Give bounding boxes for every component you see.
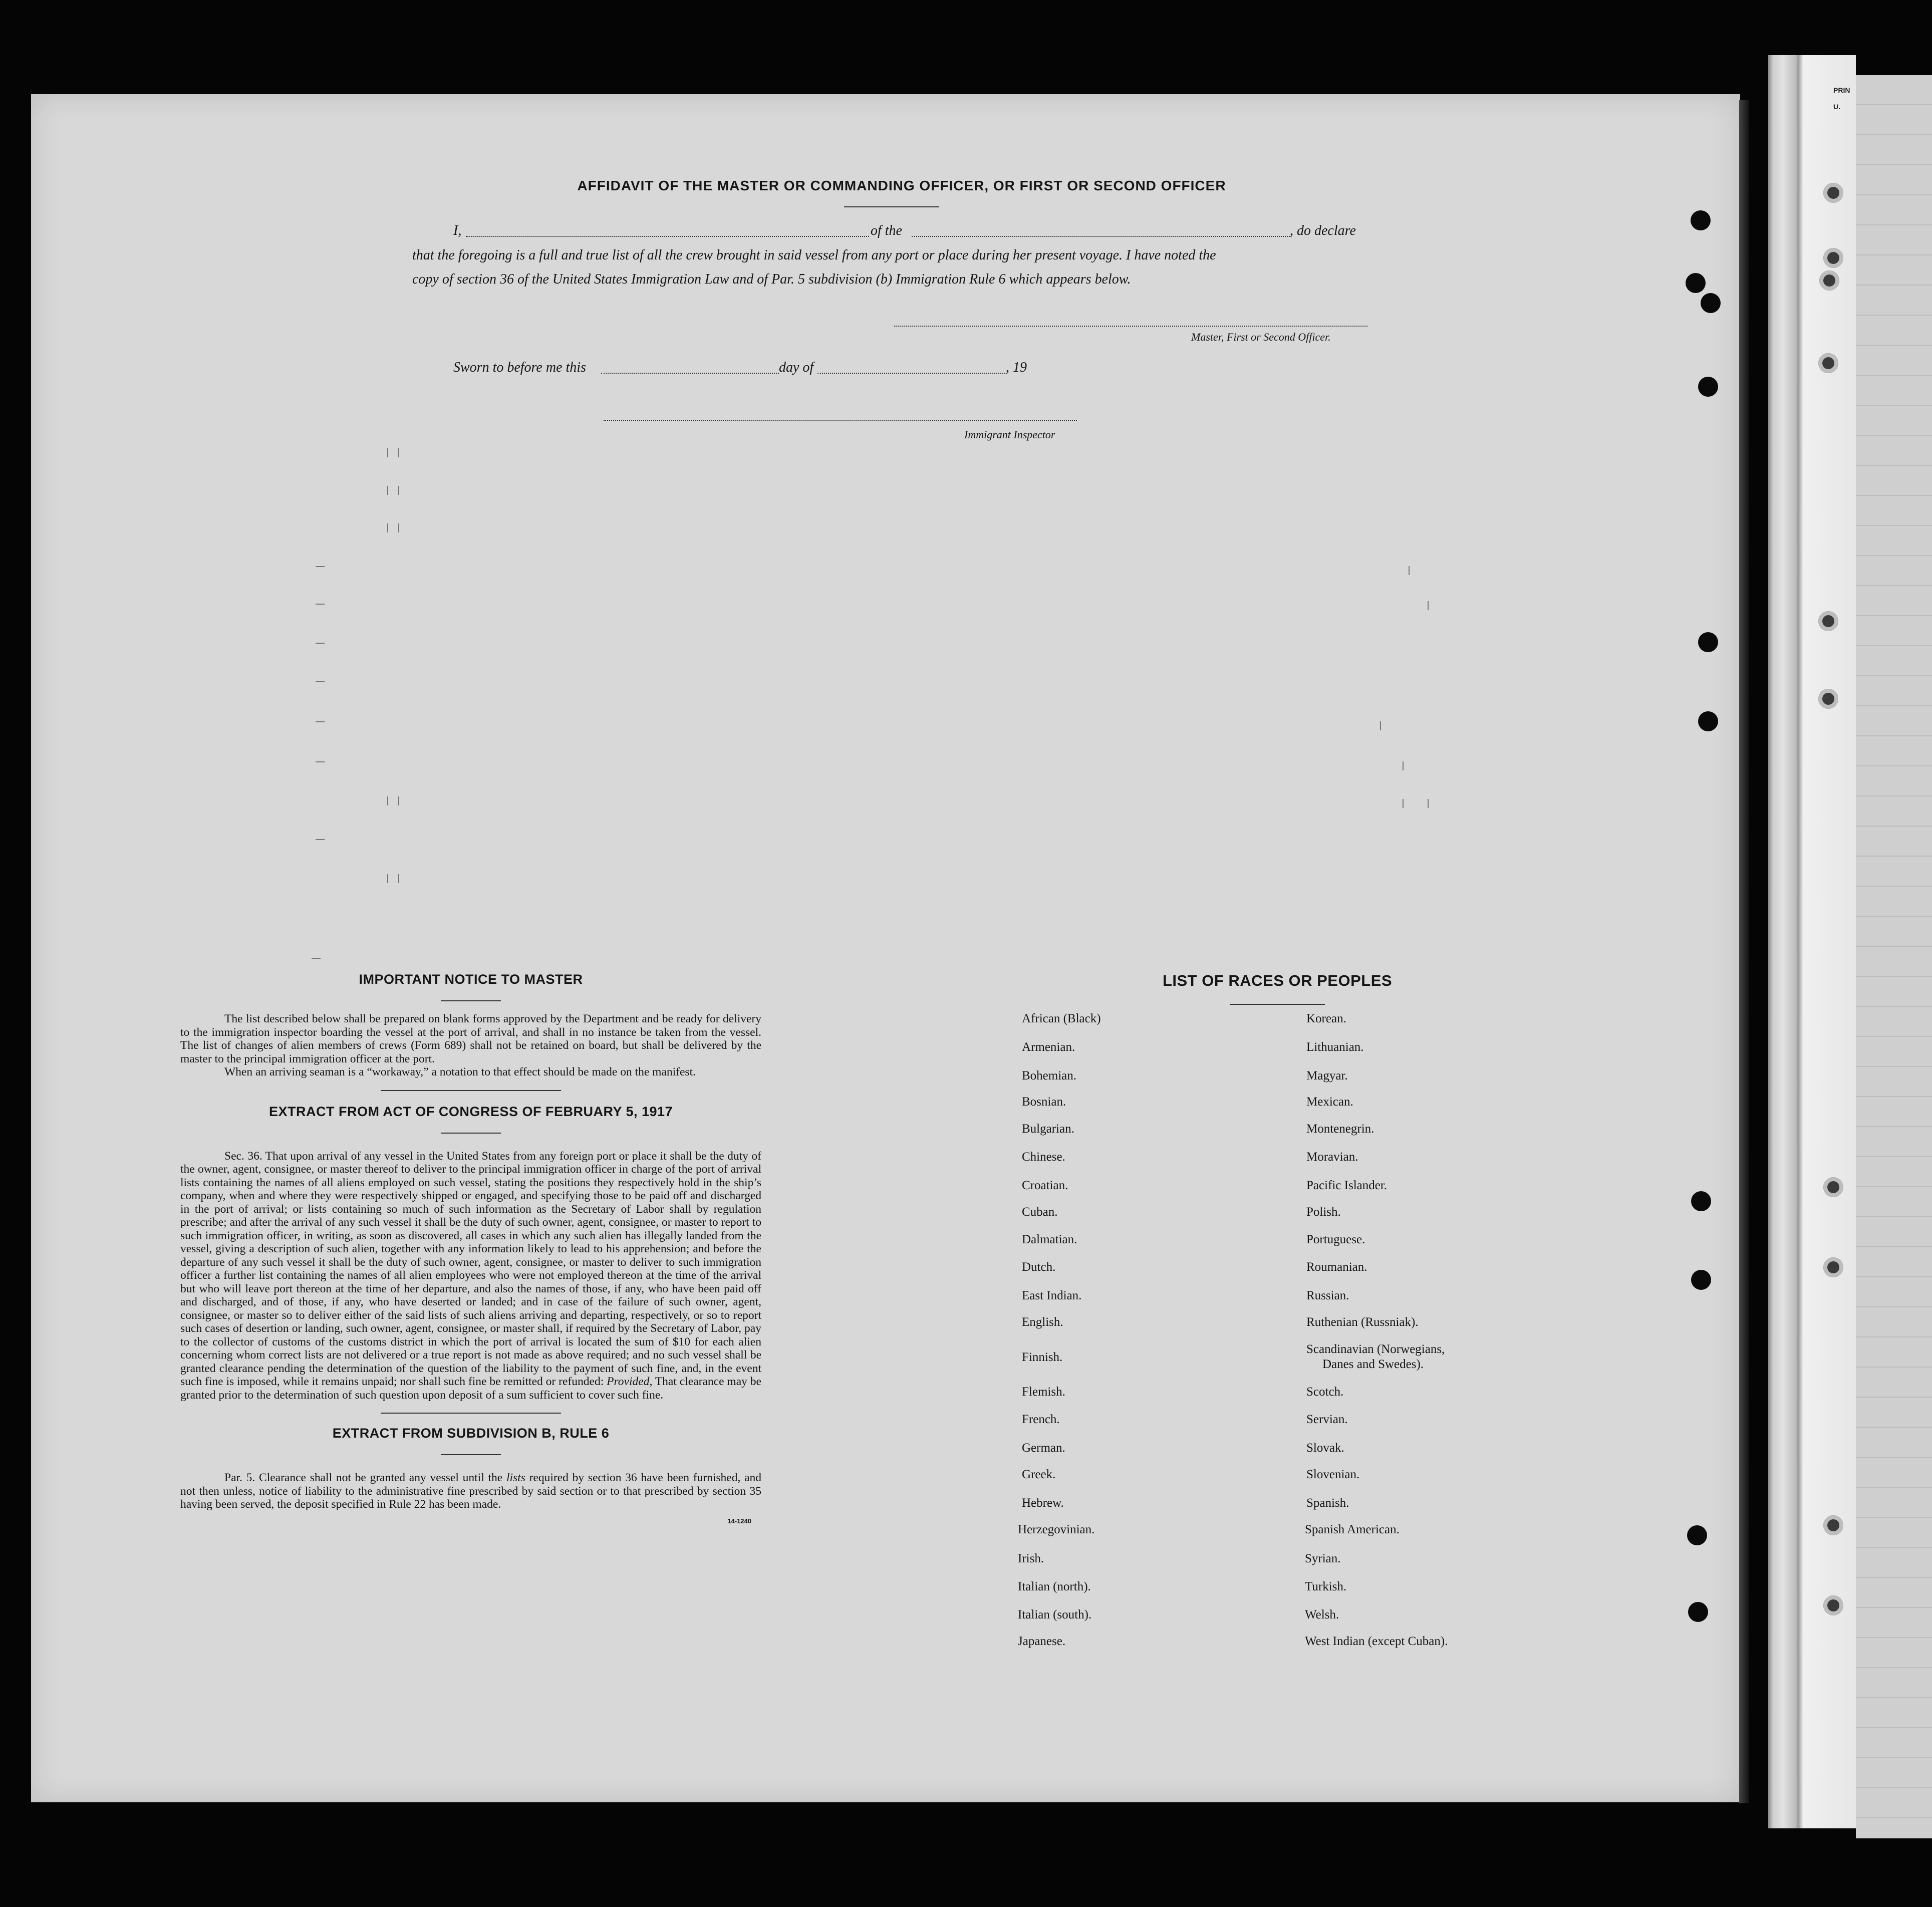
inspector-signature-field[interactable]: [604, 420, 1077, 421]
race-item: Turkish.: [1305, 1580, 1347, 1593]
affidavit-title: AFFIDAVIT OF THE MASTER OR COMMANDING OFFICER, OR FIRST OR SECOND OFFICER: [577, 178, 1226, 193]
punch-hole-icon: [1686, 273, 1706, 293]
registration-mark: [316, 761, 325, 762]
race-item: Italian (south).: [1018, 1608, 1092, 1621]
race-item: English.: [1022, 1315, 1063, 1329]
master-signature-field[interactable]: [894, 326, 1367, 327]
section-divider: [441, 1454, 501, 1455]
punch-hole-icon: [1823, 183, 1843, 203]
ledger-page-stack: [1768, 55, 1856, 1828]
race-item: Roumanian.: [1306, 1260, 1367, 1274]
race-item: Bulgarian.: [1022, 1122, 1074, 1136]
rule6-body: [180, 1471, 761, 1511]
page-edge-shadow: [1739, 100, 1749, 1803]
section-divider: [381, 1090, 561, 1091]
punch-hole-icon: [1691, 1270, 1711, 1290]
registration-mark: [398, 448, 399, 457]
registration-mark: [398, 874, 399, 883]
race-item: Finnish.: [1022, 1350, 1063, 1364]
signature-label: Master, First or Second Officer.: [1191, 331, 1331, 343]
notice-paragraph-1: The list described below shall be prepared on blank forms approved by the Department and be ready for delivery to the immigration inspector boarding the vessel at the port of arrival, and shall in no instance be taken from the vessel. The list of changes of alien members of crews (Form 689) shall not be retained on board, but shall be delivered by the master to the principal immigration officer at the port.: [180, 1012, 761, 1065]
registration-mark: [1428, 601, 1429, 610]
race-item: Flemish.: [1022, 1385, 1065, 1399]
punch-hole-icon: [1823, 1257, 1843, 1277]
registration-mark: [387, 448, 388, 457]
race-item: Servian.: [1306, 1413, 1348, 1426]
act-body-text: Sec. 36. That upon arrival of any vessel in the United States from any foreign port or place it shall be the duty of the owner, agent, consignee, or master thereof to deliver to the principal immigration officer in charge of the port of arrival lists containing the names of all aliens employed on such vessel, stating the positions they respectively hold in the ship’s company, when and where they were respectively shipped or engaged, and specifying those to be paid off and discharged in the port of arrival; or lists containing so much of such information as the Secretary of Labor shall by regulation prescribe; and after the arrival of any such vessel it shall be the duty of such owner, agent, consignee, or master to report to such immigration officer, in writing, as soon as discovered, all cases in which any such alien has illegally landed from the vessel, giving a description of such alien, together with any information likely to lead to his apprehension; and before the departure of any such vessel it shall be the duty of such owner, agent, consignee, or master to deliver to such immigration officer a further list containing the names of all alien employees who were not employed thereon at the time of the arrival but who will leave port thereon at the time of her departure, and also the names of those, if any, who have been paid off and discharged, and of those, if any, who have deserted or landed; and in case of the failure of such owner, agent, consignee, or master so to deliver either of the said lists of such aliens arriving and departing, respectively, or so to report such cases of desertion or landing, such owner, agent, consignee, or master shall, if required by the Secretary of Labor, pay to the collector of customs of the customs district in which the port of arrival is located the sum of $10 for each alien concerning whom correct lists are not delivered or a true report is not made as above required; and no such vessel shall be granted clearance pending the determination of the question of the liability to the payment of such fine, and, in the event such fine is imposed, while it remains unpaid; nor shall such fine be remitted or refunded:: [180, 1149, 761, 1388]
punch-hole-icon: [1823, 248, 1843, 268]
registration-mark: [1403, 761, 1404, 770]
race-item: Greek.: [1022, 1468, 1056, 1481]
sworn-mid: day of: [779, 360, 814, 375]
lists-word: lists: [506, 1471, 525, 1484]
registration-mark: [312, 958, 321, 959]
race-item: Syrian.: [1305, 1552, 1341, 1565]
race-item: Montenegrin.: [1306, 1122, 1374, 1136]
registration-mark: [1409, 566, 1410, 575]
sworn-month-field[interactable]: [817, 373, 1005, 374]
registration-mark: [1428, 799, 1429, 808]
right-column: [1002, 972, 1553, 1005]
registration-mark: [398, 523, 399, 532]
race-item: French.: [1022, 1413, 1060, 1426]
race-item: Korean.: [1306, 1012, 1346, 1025]
race-item: Ruthenian (Russniak).: [1306, 1315, 1419, 1329]
punch-hole-icon: [1818, 689, 1838, 709]
registration-mark: [316, 681, 325, 682]
race-item: Slovak.: [1306, 1441, 1344, 1455]
punch-hole-icon: [1823, 1177, 1843, 1197]
race-item: Slovenian.: [1306, 1468, 1360, 1481]
registration-mark: [387, 486, 388, 495]
race-item: Hebrew.: [1022, 1496, 1064, 1510]
ledger-label-1: PRIN: [1833, 86, 1850, 94]
provided-word: Provided,: [607, 1375, 653, 1388]
act-body-end: That clearance may be granted prior to the determination of such question upon deposit of a sum sufficient to cover such fine.: [180, 1375, 761, 1402]
race-item: Croatian.: [1022, 1179, 1068, 1192]
ledger-ruled-page: [1856, 75, 1932, 1838]
punch-hole-icon: [1698, 632, 1718, 652]
race-item: Pacific Islander.: [1306, 1179, 1388, 1192]
race-item: Italian (north).: [1018, 1580, 1091, 1593]
notice-title: IMPORTANT NOTICE TO MASTER: [359, 972, 583, 987]
master-name-field[interactable]: [466, 236, 869, 237]
punch-hole-icon: [1819, 270, 1839, 291]
registration-mark: [387, 874, 388, 883]
punch-hole-icon: [1691, 1191, 1711, 1211]
document-page: [31, 94, 1740, 1802]
race-item: West Indian (except Cuban).: [1305, 1634, 1448, 1648]
race-item: Irish.: [1018, 1552, 1044, 1565]
sworn-start: Sworn to before me this: [453, 360, 586, 375]
vessel-name-field[interactable]: [912, 236, 1290, 237]
race-item: Bosnian.: [1022, 1095, 1066, 1109]
race-item: Scotch.: [1306, 1385, 1344, 1399]
registration-mark: [1380, 721, 1381, 730]
race-item: Armenian.: [1022, 1040, 1075, 1054]
punch-hole-icon: [1698, 377, 1718, 397]
race-item: Bohemian.: [1022, 1069, 1077, 1082]
affidavit-line1-end: , do declare: [1290, 223, 1356, 238]
registration-mark: [387, 796, 388, 805]
section-divider: [441, 1000, 501, 1001]
race-item: Magyar.: [1306, 1069, 1348, 1082]
registration-mark: [1403, 799, 1404, 808]
sworn-day-field[interactable]: [601, 373, 779, 374]
punch-hole-icon: [1687, 1525, 1707, 1545]
registration-mark: [316, 839, 325, 840]
races-title: LIST OF RACES OR PEOPLES: [1162, 972, 1393, 989]
registration-mark: [398, 486, 399, 495]
race-item: Lithuanian.: [1306, 1040, 1364, 1054]
race-item: Welsh.: [1305, 1608, 1339, 1621]
form-number: 14-1240: [727, 1517, 751, 1525]
section-divider: [441, 1133, 501, 1134]
act-body: [180, 1150, 761, 1402]
affidavit-line2: that the foregoing is a full and true list of all the crew brought in said vessel from any port or place during her present voyage. I have noted the: [412, 247, 1216, 263]
race-item: East Indian.: [1022, 1289, 1082, 1302]
left-column: [180, 972, 761, 1525]
punch-hole-icon: [1818, 611, 1838, 631]
race-item: German.: [1022, 1441, 1065, 1455]
ledger-label-2: U.: [1833, 103, 1840, 111]
section-divider: [1230, 1004, 1325, 1005]
race-item: Japanese.: [1018, 1634, 1066, 1648]
race-item: Cuban.: [1022, 1205, 1058, 1219]
race-item: Moravian.: [1306, 1150, 1358, 1164]
race-item: Spanish.: [1306, 1496, 1349, 1510]
affidavit-line1-mid: of the: [871, 223, 902, 238]
race-item: Portuguese.: [1306, 1233, 1365, 1246]
punch-hole-icon: [1691, 210, 1711, 230]
registration-mark: [316, 604, 325, 605]
race-item: Polish.: [1306, 1205, 1341, 1219]
punch-hole-icon: [1701, 293, 1721, 313]
registration-mark: [316, 566, 325, 567]
inspector-label: Immigrant Inspector: [964, 428, 1055, 441]
registration-mark: [398, 796, 399, 805]
notice-paragraph-2: When an arriving seaman is a “workaway,” a notation to that effect should be made on the manifest.: [224, 1065, 696, 1078]
registration-mark: [316, 643, 325, 644]
punch-hole-icon: [1688, 1602, 1708, 1622]
race-item: Spanish American.: [1305, 1523, 1400, 1536]
race-item: Scandinavian (Norwegians,: [1306, 1342, 1445, 1356]
title-divider: [844, 206, 939, 207]
race-item: Herzegovinian.: [1018, 1523, 1095, 1536]
rule6-body-end: required by section 36 have been furnished, and not then unless, notice of liability to the administrative fine prescribed by said section or to that prescribed by section 35 having been served, the deposit specified in Rule 22 has been made.: [180, 1471, 762, 1511]
section-divider: [381, 1413, 561, 1414]
act-title: EXTRACT FROM ACT OF CONGRESS OF FEBRUARY 5, 1917: [268, 1104, 673, 1119]
race-item: Mexican.: [1306, 1095, 1353, 1109]
race-item: Dutch.: [1022, 1260, 1056, 1274]
race-item: African (Black): [1022, 1012, 1101, 1025]
punch-hole-icon: [1698, 711, 1718, 731]
race-item-wrap: Danes and Swedes).: [1322, 1357, 1424, 1371]
punch-hole-icon: [1823, 1515, 1843, 1535]
sworn-end: , 19: [1006, 360, 1027, 375]
registration-mark: [387, 523, 388, 532]
registration-mark: [316, 721, 325, 722]
affidavit-line1-start: I,: [453, 223, 462, 238]
affidavit-line3: copy of section 36 of the United States Immigration Law and of Par. 5 subdivision (b) Immigration Rule 6 which appears below.: [412, 271, 1131, 287]
punch-hole-icon: [1818, 353, 1838, 373]
rule6-body-start: Par. 5. Clearance shall not be granted any vessel until the: [224, 1471, 503, 1484]
punch-hole-icon: [1823, 1595, 1843, 1615]
race-item: Chinese.: [1022, 1150, 1065, 1164]
race-item: Dalmatian.: [1022, 1233, 1077, 1246]
race-item: Russian.: [1306, 1289, 1349, 1302]
rule6-title: EXTRACT FROM SUBDIVISION B, RULE 6: [332, 1426, 610, 1441]
